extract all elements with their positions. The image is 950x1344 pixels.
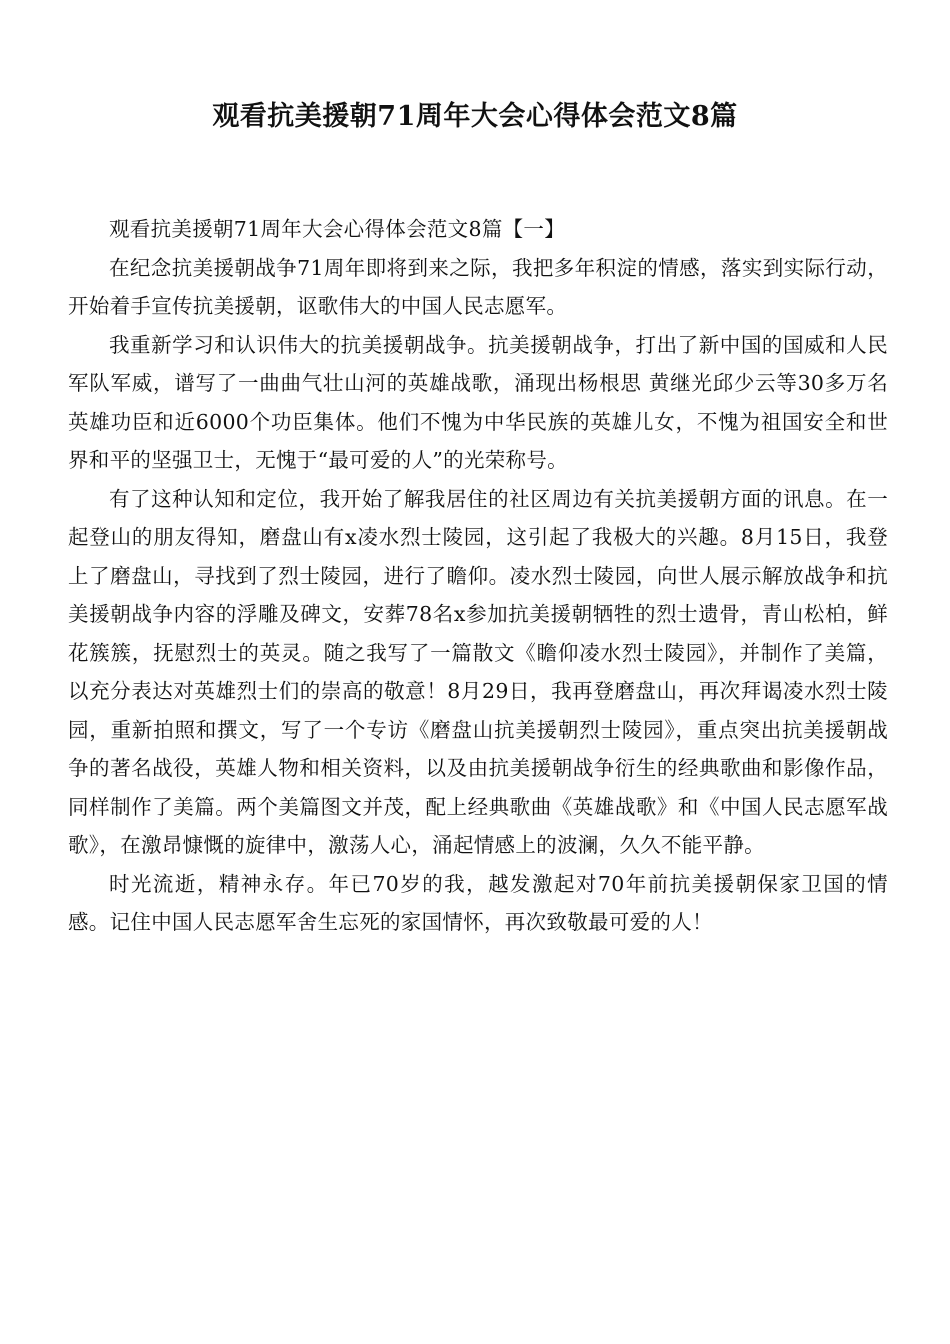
section-heading: 观看抗美援朝71周年大会心得体会范文8篇【一】 [109,217,566,241]
paragraph: 时光流逝，精神永存。年已70岁的我，越发激起对70年前抗美援朝保家卫国的情感。记住中国人民志愿军舍生忘死的家国情怀，再次致敬最可爱的人！ [68,871,888,934]
document-body [68,210,888,942]
document-title: 观看抗美援朝71周年大会心得体会范文8篇 [212,101,738,132]
paragraph: 我重新学习和认识伟大的抗美援朝战争。抗美援朝战争，打出了新中国的国威和人民军队军威，谱写了一曲曲气壮山河的英雄战歌，涌现出杨根思 黄继光邱少云等30多万名英雄功臣和近6000个功臣集体。他们不愧为中华民族的英雄儿女，不愧为祖国安全和世界和平的坚强卫士，无愧于“最可爱的人”的光荣称号。 [68,332,888,472]
paragraph: 有了这种认知和定位，我开始了解我居住的社区周边有关抗美援朝方面的讯息。在一起登山的朋友得知，磨盘山有x凌水烈士陵园，这引起了我极大的兴趣。8月15日，我登上了磨盘山，寻找到了烈士陵园，进行了瞻仰。凌水烈士陵园，向世人展示解放战争和抗美援朝战争内容的浮雕及碑文，安葬78名x参加抗美援朝牺牲的烈士遗骨，青山松柏，鲜花簇簇，抚慰烈士的英灵。随之我写了一篇散文《瞻仰凌水烈士陵园》，并制作了美篇，以充分表达对英雄烈士们的崇高的敬意！8月29日，我再登磨盘山，再次拜谒凌水烈士陵园，重新拍照和撰文，写了一个专访《磨盘山抗美援朝烈士陵园》，重点突出抗美援朝战争的著名战役，英雄人物和相关资料，以及由抗美援朝战争衍生的经典歌曲和影像作品，同样制作了美篇。两个美篇图文并茂，配上经典歌曲《英雄战歌》和《中国人民志愿军战歌》，在激昂慷慨的旋律中，激荡人心，涌起情感上的波澜，久久不能平静。 [68,486,888,857]
paragraph: 在纪念抗美援朝战争71周年即将到来之际，我把多年积淀的情感，落实到实际行动，开始着手宣传抗美援朝，讴歌伟大的中国人民志愿军。 [68,255,888,318]
